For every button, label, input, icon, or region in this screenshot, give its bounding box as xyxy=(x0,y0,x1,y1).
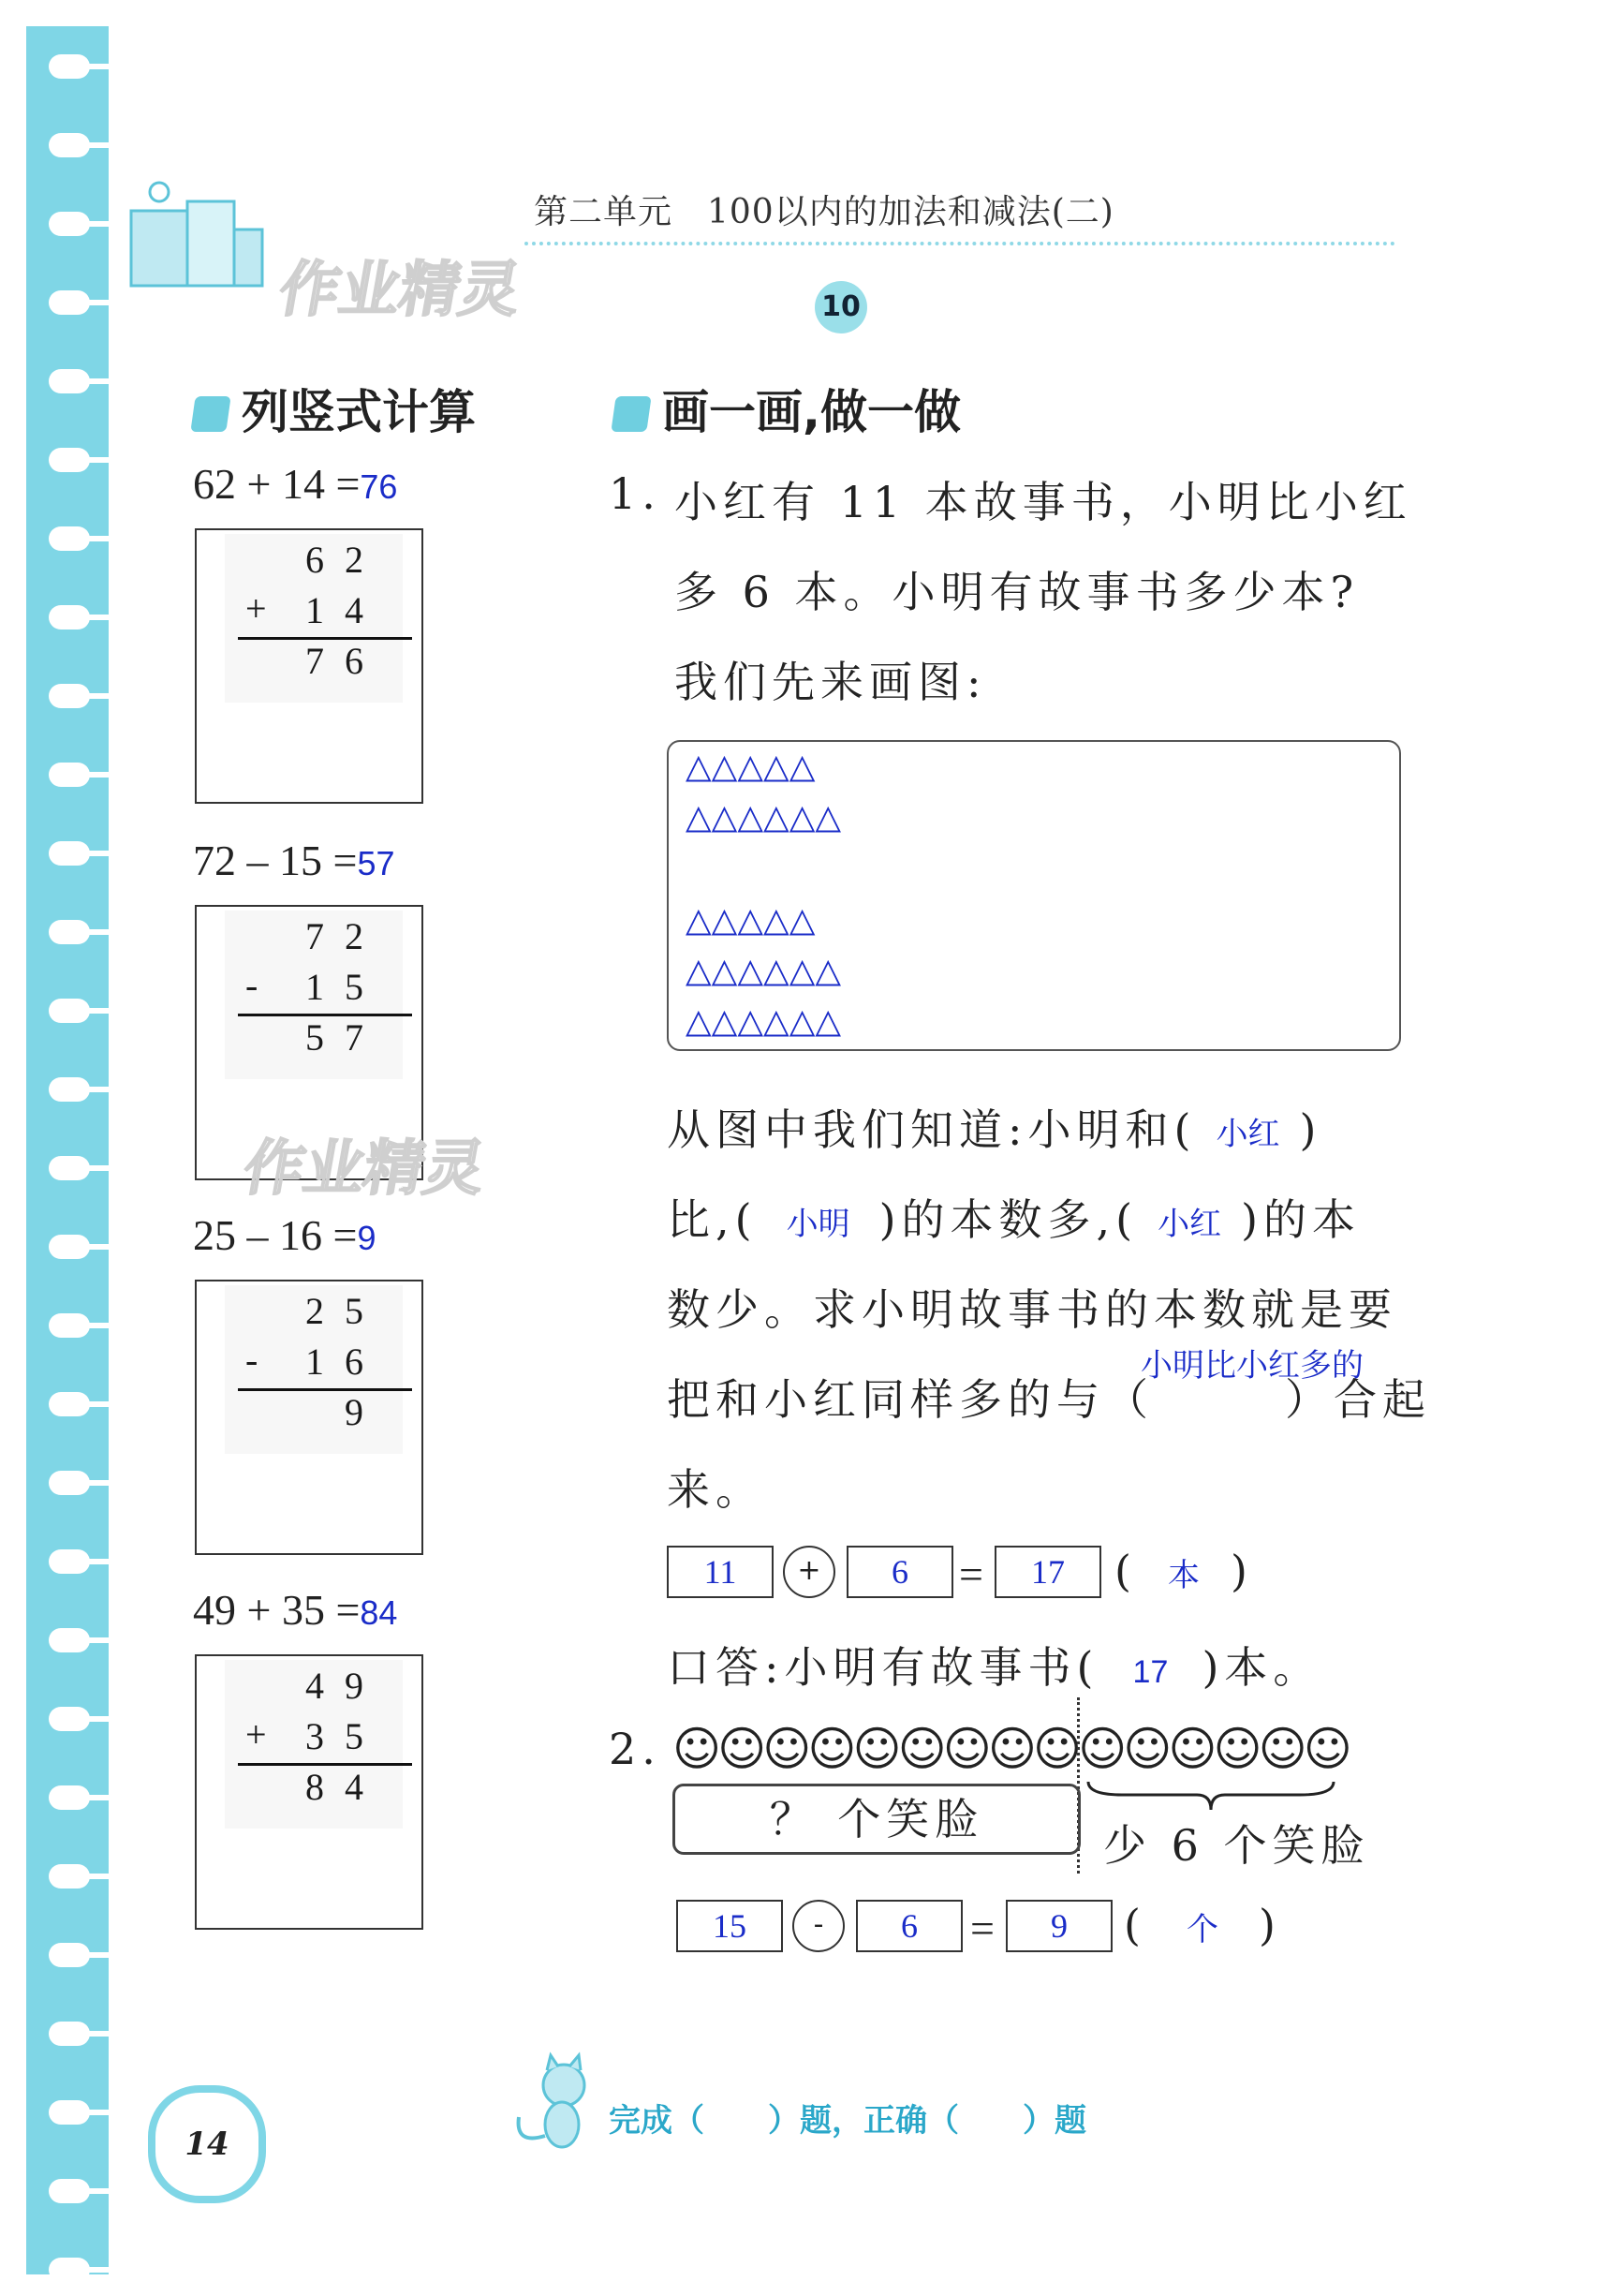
calc-digits-result: 84 xyxy=(305,1766,384,1808)
calc-equation xyxy=(193,1585,397,1635)
calc-box: 9 xyxy=(1006,1900,1113,1952)
section-title-text: 画一画,做一做 xyxy=(662,385,961,439)
q1-fill-line3: 数少。求小明故事书的本数就是要 xyxy=(667,1284,1397,1335)
less-label: 少 6 个笑脸 xyxy=(1103,1820,1370,1871)
fill-answer: 小明 xyxy=(786,1207,850,1242)
binding-ring xyxy=(49,1549,90,1574)
completion-text: 完成（ ）题，正确（ ）题 xyxy=(609,2102,1086,2140)
binding-ring xyxy=(49,1864,90,1889)
calc-underline xyxy=(238,1763,412,1766)
calc-digits-top: 49 xyxy=(305,1665,384,1707)
binding-ring xyxy=(49,1707,90,1731)
fill-text: 把和小红同样多的与（ xyxy=(667,1374,1154,1425)
q1-fill-line5: 来。 xyxy=(667,1464,764,1515)
equation-text: 49 + 35 = xyxy=(193,1586,361,1634)
binding-ring xyxy=(49,1392,90,1416)
binding-ring xyxy=(49,763,90,787)
equation-answer: 57 xyxy=(357,844,395,882)
calc-underline xyxy=(238,1388,412,1391)
unit-paren xyxy=(1124,1900,1281,1950)
section-title-vertical-calc xyxy=(193,375,476,442)
header-illustration xyxy=(122,173,272,304)
calc-box: 6 xyxy=(856,1900,963,1952)
equation-answer: 84 xyxy=(360,1593,398,1632)
calc-digits-bottom: 15 xyxy=(305,966,384,1008)
fill-answer: 小红 xyxy=(1158,1207,1222,1242)
calc-operator: + xyxy=(245,1713,267,1755)
binding-ring xyxy=(49,369,90,393)
calc-equation xyxy=(193,459,397,509)
vertical-calc-box xyxy=(195,1654,423,1930)
fill-text: ) xyxy=(1258,1900,1281,1950)
equation-text: 25 – 16 = xyxy=(193,1211,358,1259)
triangle-row: △△△△△△ xyxy=(686,1002,842,1041)
q1-fill-line1 xyxy=(667,1096,1321,1158)
section-title-text: 列竖式计算 xyxy=(242,385,476,439)
calc-digits-result: 76 xyxy=(305,640,384,682)
equals-sign: = xyxy=(970,1904,995,1952)
binding-ring xyxy=(49,999,90,1023)
unit-answer: 个 xyxy=(1186,1912,1218,1948)
binding-ring xyxy=(49,2179,90,2203)
triangle-row: △△△△△△ xyxy=(686,952,842,990)
binding-ring xyxy=(49,54,90,79)
binding-ring xyxy=(49,605,90,630)
equation-answer: 9 xyxy=(357,1219,376,1257)
section-icon xyxy=(611,396,651,432)
equation-text: 62 + 14 = xyxy=(193,460,361,508)
drawing-box xyxy=(667,740,1401,1051)
binding-ring xyxy=(49,684,90,708)
operator-circle: - xyxy=(792,1900,845,1952)
equation-answer: 76 xyxy=(360,467,398,506)
page-number: 14 xyxy=(148,2085,266,2203)
fill-text: ) xyxy=(1299,1104,1322,1155)
triangle-row: △△△△△ xyxy=(686,901,816,940)
calc-underline xyxy=(238,637,412,640)
binding-ring xyxy=(49,1313,90,1338)
watermark-top: 作业精灵 xyxy=(273,256,526,325)
fill-text: 从图中我们知道:小明和( xyxy=(667,1104,1197,1155)
calc-box: 17 xyxy=(995,1546,1101,1598)
equals-sign: = xyxy=(959,1550,983,1598)
binding-ring xyxy=(49,212,90,236)
fill-text: ( xyxy=(1124,1900,1146,1950)
section-icon xyxy=(190,396,230,432)
calc-digits-top: 25 xyxy=(305,1290,384,1332)
calc-box: 15 xyxy=(676,1900,783,1952)
calc-digits-result: 9 xyxy=(345,1391,384,1433)
header-divider xyxy=(524,242,1395,245)
unit-answer: 本 xyxy=(1167,1558,1200,1593)
calc-box: 6 xyxy=(847,1546,953,1598)
section-title-draw xyxy=(613,375,961,442)
question-label: ？ 个笑脸 xyxy=(769,1794,984,1844)
binding-ring xyxy=(49,1943,90,1967)
fill-text: 口答:小明有故事书( xyxy=(667,1642,1099,1693)
unit-title: 第二单元 100以内的加法和减法(二) xyxy=(534,193,1114,231)
q2-number: 2. xyxy=(609,1724,661,1774)
fill-answer: 17 xyxy=(1132,1654,1169,1690)
q1-reply xyxy=(667,1634,1321,1696)
calc-digits-bottom: 14 xyxy=(305,589,384,631)
calc-digits-top: 62 xyxy=(305,539,384,581)
q1-line2: 多 6 本。小明有故事书多少本? xyxy=(674,567,1360,617)
calc-underline xyxy=(238,1014,412,1016)
calc-operator: + xyxy=(245,587,267,630)
fill-text: 比,( xyxy=(667,1194,758,1245)
watermark-middle: 作业精灵 xyxy=(238,1134,491,1204)
fill-answer: 小红 xyxy=(1216,1117,1280,1152)
calc-digits-bottom: 35 xyxy=(305,1715,384,1757)
smiley-row: ☺☺☺☺☺☺☺☺☺☺☺☺☺☺☺ xyxy=(672,1722,1349,1776)
q1-fill-line2 xyxy=(667,1186,1361,1248)
binding-ring xyxy=(49,841,90,866)
calc-equation xyxy=(193,1210,376,1260)
q1-fill-line4 xyxy=(667,1366,1431,1428)
fill-text: ( xyxy=(1114,1546,1137,1596)
binding-ring xyxy=(49,1785,90,1810)
cat-icon xyxy=(506,2052,609,2158)
vertical-calc-box xyxy=(195,1280,423,1555)
binding-ring xyxy=(49,526,90,551)
binding-ring xyxy=(49,290,90,315)
question-box xyxy=(672,1784,1081,1855)
vertical-calc-box xyxy=(195,528,423,804)
binding-ring xyxy=(49,448,90,472)
binding-ring xyxy=(49,2022,90,2046)
calc-equation xyxy=(193,836,395,885)
calc-digits-top: 72 xyxy=(305,915,384,957)
binding-ring xyxy=(49,1628,90,1652)
calc-digits-result: 57 xyxy=(305,1016,384,1059)
operator-circle: + xyxy=(783,1546,835,1598)
calc-operator: - xyxy=(245,964,258,1006)
fill-text: )本。 xyxy=(1202,1642,1322,1693)
fill-text: ）合起 xyxy=(1285,1374,1431,1425)
q1-line3: 我们先来画图: xyxy=(674,657,987,707)
fill-answer: 小明比小红多的 xyxy=(1141,1348,1364,1384)
unit-paren xyxy=(1114,1546,1253,1596)
binding-ring xyxy=(49,1156,90,1180)
binding-ring xyxy=(49,1471,90,1495)
triangle-row: △△△△△△ xyxy=(686,798,842,837)
fill-text: )的本数多,( xyxy=(878,1194,1139,1245)
triangle-row: △△△△△ xyxy=(686,748,816,786)
equation-text: 72 – 15 = xyxy=(193,837,358,884)
lesson-badge: 10 xyxy=(815,281,867,333)
binding-ring xyxy=(49,920,90,944)
q1-number: 1. xyxy=(609,468,661,519)
binding-ring xyxy=(49,2100,90,2125)
binding-ring xyxy=(49,1235,90,1259)
calc-operator: - xyxy=(245,1339,258,1381)
fill-text: ) xyxy=(1230,1546,1253,1596)
q1-line1: 小红有 11 本故事书，小明比小红 xyxy=(674,477,1412,527)
binding-ring xyxy=(49,133,90,157)
binding-ring xyxy=(49,2258,90,2282)
spiral-binding xyxy=(26,26,109,2274)
calc-digits-bottom: 16 xyxy=(305,1341,384,1383)
fill-text: )的本 xyxy=(1241,1194,1362,1245)
binding-ring xyxy=(49,1077,90,1102)
calc-box: 11 xyxy=(667,1546,774,1598)
